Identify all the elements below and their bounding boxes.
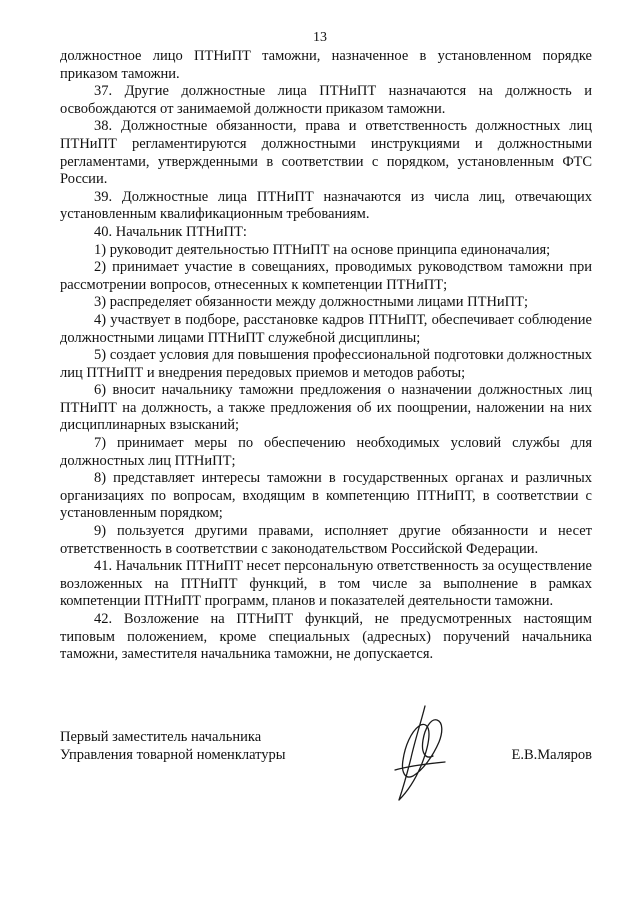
handwritten-signature xyxy=(385,700,455,805)
page-number: 13 xyxy=(313,30,327,45)
list-item: 6) вносит начальнику таможни предложения о назначении должностных лиц ПТНиПТ на должность, а также предложения об их поощрении, наложении на них дисциплинарных взысканий; xyxy=(60,382,592,434)
list-item: 2) принимает участие в совещаниях, проводимых руководством таможни при рассмотрении вопросов, отнесенных к компетенции ПТНиПТ; xyxy=(60,259,592,293)
list-item: 4) участвует в подборе, расстановке кадров ПТНиПТ, обеспечивает соблюдение должностными лицами ПТНиПТ служебной дисциплины; xyxy=(60,311,592,346)
list-item: 7) принимает меры по обеспечению необходимых условий службы для должностных лиц ПТНиПТ; xyxy=(60,435,592,469)
paragraph: 41. Начальник ПТНиПТ несет персональную ответственность за осуществление возложенных на ПТНиПТ функций, в том числе за выполнение в рамках компетенции ПТНиПТ программ, планов и показателей деятельности таможни. xyxy=(60,558,592,610)
paragraph: 38. Должностные обязанности, права и ответственность должностных лиц ПТНиПТ регламентируются должностными инструкциями и должностными регламентами, утвержденными в соответствии с порядком, установленным ФТС России. xyxy=(60,118,592,188)
list-item: 8) представляет интересы таможни в государственных органах и различных организациях по вопросам, входящим в компетенцию ПТНиПТ, в соответствии с установленным порядком; xyxy=(60,470,592,522)
signature-block xyxy=(60,728,592,788)
paragraph: 39. Должностные лица ПТНиПТ назначаются из числа лиц, отвечающих установленным квалификационным требованиям. xyxy=(60,188,592,223)
document-body xyxy=(60,48,592,664)
signer-position-line: Первый заместитель начальника xyxy=(60,729,262,745)
paragraph: 37. Другие должностные лица ПТНиПТ назначаются на должность и освобождаются от занимаемой должности приказом таможни. xyxy=(60,83,592,117)
list-item: 9) пользуется другими правами, исполняет другие обязанности и несет ответственность в соответствии с законодательством Российской Федерации. xyxy=(60,523,592,557)
signer-name: Е.В.Маляров xyxy=(511,747,592,763)
list-item: 3) распределяет обязанности между должностными лицами ПТНиПТ; xyxy=(94,294,529,311)
list-item: 1) руководит деятельностью ПТНиПТ на основе принципа единоначалия; xyxy=(94,241,551,258)
paragraph: должностное лицо ПТНиПТ таможни, назначенное в установленном порядке приказом таможни. xyxy=(60,48,592,82)
paragraph: 42. Возложение на ПТНиПТ функций, не предусмотренных настоящим типовым положением, кроме специальных (адресных) поручений начальника таможни, заместителя начальника таможни, не допускается. xyxy=(60,611,592,663)
signer-position xyxy=(60,728,340,764)
list-item: 5) создает условия для повышения профессиональной подготовки должностных лиц ПТНиПТ и внедрения передовых приемов и методов работы; xyxy=(60,347,592,381)
paragraph: 40. Начальник ПТНиПТ: xyxy=(94,223,247,240)
signer-position-line: Управления товарной номенклатуры xyxy=(60,747,286,763)
